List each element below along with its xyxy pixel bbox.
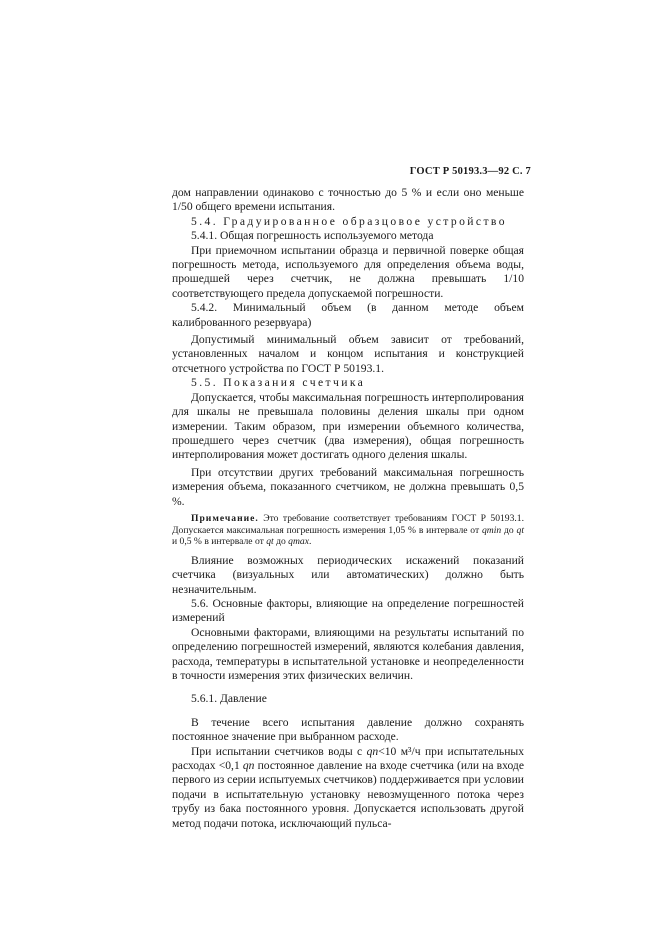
paragraph: Допускается, чтобы максимальная погрешность интерполирования для шкалы не превышала половины деления шкалы при одном измерении. Таким образом, при измерении объемного количества, прошедшего через счетчик (два измерения), общая погрешность интерполирования может достигать одного деления шкалы. xyxy=(172,390,524,462)
paragraph: Допустимый минимальный объем зависит от требований, установленных началом и концом испытания и конструкцией отсчетного устройства по ГОСТ Р 50193.1. xyxy=(172,333,524,375)
section-heading: 5.6. Основные факторы, влияющие на определение погрешностей измерений xyxy=(172,596,524,625)
section-heading: 5.5. Показания счетчика xyxy=(191,376,366,390)
paragraph: При приемочном испытании образца и первичной поверке общая погрешность метода, используемого для определения объема воды, прошедшей через счетчик, не должна превышать 1/10 соответствующего предела допускаемой погрешности. xyxy=(172,243,524,300)
section-heading: 5.4.2. Минимальный объем (в данном методе объем калиброванного резервуара) xyxy=(172,301,524,329)
note-label: Примечание. xyxy=(191,512,259,524)
section-heading: 5.4.1. Общая погрешность используемого метода xyxy=(191,229,434,243)
paragraph: дом направлении одинаково с точностью до 5 % и если оно меньше 1/50 общего времени испытания. xyxy=(172,186,524,214)
paragraph: Основными факторами, влияющими на результаты испытаний по определению погрешностей измерений, являются колебания давления, расхода, температуры в испытательной установке и неопределенности в точности измерения этих физических величин. xyxy=(172,625,524,682)
page-header: ГОСТ Р 50193.3—92 С. 7 xyxy=(409,166,531,177)
section-heading: 5.6.1. Давление xyxy=(191,692,267,706)
paragraph: В течение всего испытания давление должно сохранять постоянное значение при выбранном расходе. xyxy=(172,715,524,744)
paragraph: Влияние возможных периодических искажений показаний счетчика (визуальных или автоматических) должно быть незначительным. xyxy=(172,553,524,596)
note: Примечание. Это требование соответствует требованиям ГОСТ Р 50193.1. Допускается максимальная погрешность измерения 1,05 % в интервале от qmin до qt и 0,5 % в интервале от qt до qmax. xyxy=(172,512,524,548)
document-body xyxy=(172,186,524,831)
paragraph: При испытании счетчиков воды с qn<10 м³/ч при испытательных расходах <0,1 qn постоянное давление на входе счетчика (или на входе первого из серии испытуемых счетчиков) поддерживается при условии подачи в испытательную установку невозмущенного потока через трубу из бака постоянного уровня. Допускается использовать другой метод подачи потока, исключающий пульса- xyxy=(172,744,525,830)
paragraph: При отсутствии других требований максимальная погрешность измерения объема, показанного счетчиком, не должна превышать 0,5 %. xyxy=(172,465,524,508)
section-heading: 5.4. Градуированное образцовое устройство xyxy=(191,214,507,228)
